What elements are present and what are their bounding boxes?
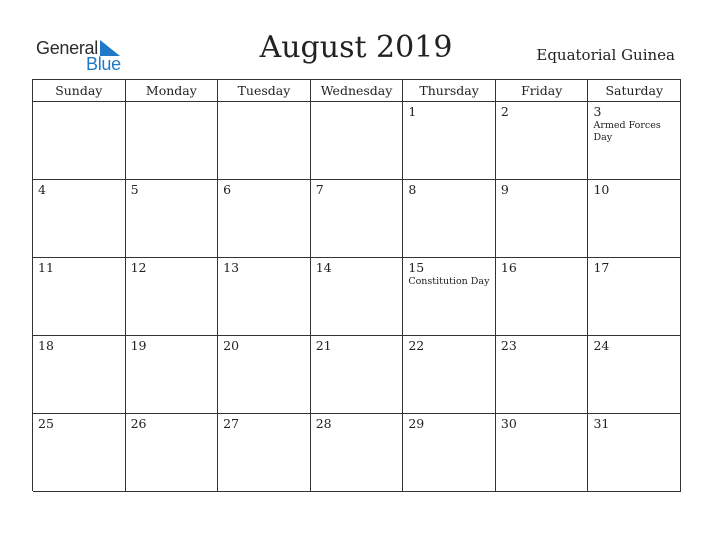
logo-text-blue: Blue: [86, 54, 121, 74]
day-number: 17: [593, 260, 610, 275]
day-number: 25: [38, 416, 54, 431]
day-number: 9: [500, 182, 509, 197]
day-cell: [588, 336, 681, 414]
day-number: 12: [130, 260, 147, 275]
day-number: 31: [593, 416, 610, 431]
day-number: 24: [593, 338, 610, 353]
day-cell: [33, 414, 126, 492]
day-number: 30: [500, 416, 517, 431]
day-cell: [588, 258, 681, 336]
day-number: 15: [408, 260, 425, 275]
day-number: 10: [593, 182, 610, 197]
weekday-header: Friday: [496, 80, 589, 102]
day-number: 2: [500, 104, 509, 119]
weekday-header: Tuesday: [218, 80, 311, 102]
day-cell: [588, 102, 681, 180]
day-number: 20: [223, 338, 240, 353]
day-cell: [33, 336, 126, 414]
weekday-header: Wednesday: [311, 80, 404, 102]
day-cell: [218, 414, 311, 492]
weekday-header: Monday: [126, 80, 219, 102]
day-number: 27: [223, 416, 240, 431]
day-cell: [311, 180, 404, 258]
day-number: 13: [223, 260, 240, 275]
week-row: [33, 102, 681, 180]
weeks-container: [33, 102, 681, 492]
day-cell: [33, 258, 126, 336]
day-cell: [496, 258, 589, 336]
day-number: 22: [408, 338, 425, 353]
day-cell: [126, 102, 219, 180]
day-cell: [403, 180, 496, 258]
day-cell: [496, 180, 589, 258]
day-number: 11: [38, 260, 54, 275]
holiday-label: Armed Forces Day: [593, 120, 661, 143]
weekday-header: Saturday: [588, 80, 681, 102]
day-number: 28: [315, 416, 332, 431]
day-number: 19: [130, 338, 147, 353]
day-number: 6: [223, 182, 232, 197]
weekday-header: Thursday: [403, 80, 496, 102]
weekday-header-row: [33, 80, 681, 102]
day-cell: [496, 414, 589, 492]
day-cell: [496, 336, 589, 414]
day-number: 7: [315, 182, 324, 197]
week-row: [33, 414, 681, 492]
week-row: [33, 180, 681, 258]
day-cell: [403, 258, 496, 336]
day-cell: [311, 258, 404, 336]
day-cell: [311, 336, 404, 414]
day-cell: [403, 336, 496, 414]
country-name: Equatorial Guinea: [536, 46, 675, 64]
day-cell: [496, 102, 589, 180]
day-number: 16: [500, 260, 517, 275]
weekday-header: Sunday: [33, 80, 126, 102]
day-cell: [33, 180, 126, 258]
day-cell: [588, 414, 681, 492]
day-number: 5: [130, 182, 139, 197]
day-number: 29: [408, 416, 425, 431]
day-number: 23: [500, 338, 517, 353]
day-cell: [126, 258, 219, 336]
day-number: 3: [593, 104, 602, 119]
day-cell: [311, 102, 404, 180]
calendar-grid: [32, 79, 681, 491]
day-cell: [126, 414, 219, 492]
day-cell: [311, 414, 404, 492]
day-number: 14: [315, 260, 332, 275]
day-number: 26: [130, 416, 147, 431]
day-cell: [403, 414, 496, 492]
day-cell: [218, 258, 311, 336]
day-number: 1: [408, 104, 417, 119]
day-cell: [588, 180, 681, 258]
calendar-title: August 2019: [259, 30, 453, 65]
day-cell: [218, 180, 311, 258]
day-number: 8: [408, 182, 417, 197]
logo-text-general: General: [36, 38, 98, 58]
holiday-label: Constitution Day: [408, 276, 490, 287]
day-cell: [126, 180, 219, 258]
day-number: 4: [38, 182, 46, 197]
day-number: 18: [38, 338, 54, 353]
day-cell: [218, 102, 311, 180]
week-row: [33, 336, 681, 414]
day-cell: [126, 336, 219, 414]
day-cell: [218, 336, 311, 414]
week-row: [33, 258, 681, 336]
day-cell: [33, 102, 126, 180]
day-cell: [403, 102, 496, 180]
day-number: 21: [315, 338, 332, 353]
